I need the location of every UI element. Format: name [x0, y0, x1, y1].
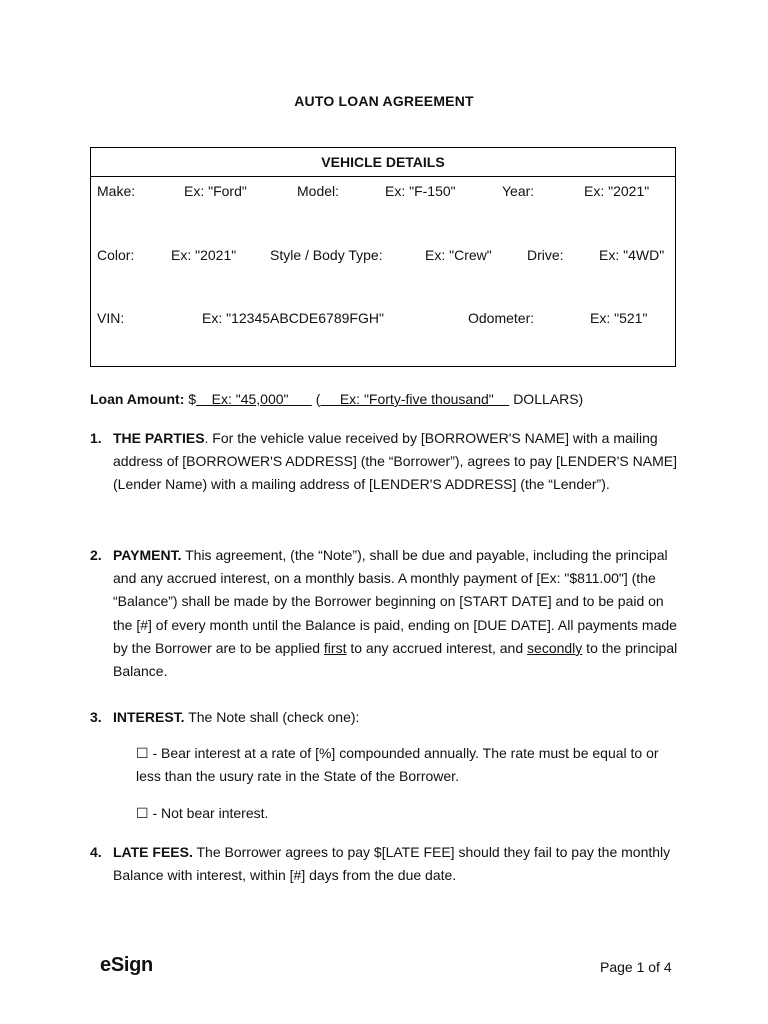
section-number: 2. — [90, 547, 102, 563]
vin-label: VIN: — [97, 310, 125, 326]
interest-option-bear[interactable]: ☐ - Bear interest at a rate of [%] compounded annually. The rate must be equal to or less than the usury rate in the State of the Borrower. — [136, 745, 659, 785]
vin-value: Ex: "12345ABCDE6789FGH" — [202, 310, 384, 326]
section-number: 3. — [90, 709, 102, 725]
section-heading: THE PARTIES — [113, 430, 205, 446]
color-value: Ex: "2021" — [171, 247, 237, 263]
section-parties — [90, 427, 680, 497]
section-body — [113, 427, 680, 497]
page-number: Page 1 of 4 — [600, 959, 672, 975]
emphasis-secondly: secondly — [527, 639, 583, 656]
loan-dollars-suffix: DOLLARS) — [513, 391, 584, 407]
loan-amount-label: Loan Amount: — [90, 391, 185, 407]
make-label: Make: — [97, 183, 136, 199]
section-body — [113, 544, 680, 683]
emphasis-first: first — [323, 639, 347, 656]
year-value: Ex: "2021" — [584, 183, 650, 199]
odometer-value: Ex: "521" — [590, 310, 648, 326]
loan-amount-field[interactable]: Ex: "45,000" — [196, 391, 312, 407]
section-heading: LATE FEES. — [113, 844, 193, 860]
model-value: Ex: "F-150" — [385, 183, 456, 199]
section-body — [113, 841, 680, 887]
esign-logo: eSign — [100, 954, 153, 976]
section-text: to any accrued interest, and — [346, 639, 528, 656]
section-number: 1. — [90, 430, 102, 446]
odometer-label: Odometer: — [468, 310, 535, 326]
loan-currency: $ — [188, 391, 197, 407]
section-heading: INTEREST. — [113, 709, 185, 725]
loan-amount-line — [90, 391, 583, 407]
section-text: The Borrower agrees to pay $[LATE FEE] should they fail to pay the monthly Balance with interest, within [#] days from the due date. — [113, 844, 671, 884]
section-text: to the principal Balance. — [113, 639, 678, 680]
color-label: Color: — [97, 247, 135, 263]
document-title: AUTO LOAN AGREEMENT — [294, 93, 474, 109]
section-text: This agreement, (the “Note”), shall be due and payable, including the principal and any accrued interest, on a monthly basis. A monthly payment of [Ex: "$811.00"] (the “Balance”) shall be made by the Borrower beginning on [START DATE] and to be paid on the [#] of every month until the Balance is paid, ending on [DUE DATE]. All payments made by the Borrower are to be applied — [113, 547, 677, 656]
section-number: 4. — [90, 844, 102, 860]
vehicle-details-table — [90, 147, 676, 367]
interest-option-not-bear[interactable]: ☐ - Not bear interest. — [136, 805, 269, 821]
section-late-fees — [90, 841, 680, 887]
section-text: . For the vehicle value received by [BORROWER'S NAME] with a mailing address of [BORROWER'S ADDRESS] (the “Borrower”), agrees to pay [LENDER'S NAME] (Lender Name) with a mailing address of [LENDER'S ADDRESS] (the “Lender”). — [113, 430, 677, 493]
drive-label: Drive: — [527, 247, 564, 263]
loan-amount-words-field[interactable]: Ex: "Forty-five thousand" — [320, 391, 510, 407]
style-label: Style / Body Type: — [270, 247, 383, 263]
vehicle-details-heading: VEHICLE DETAILS — [91, 148, 675, 177]
section-interest — [90, 706, 680, 729]
drive-value: Ex: "4WD" — [599, 247, 665, 263]
make-value: Ex: "Ford" — [184, 183, 247, 199]
year-label: Year: — [502, 183, 535, 199]
section-payment — [90, 544, 680, 683]
section-heading: PAYMENT. — [113, 547, 182, 563]
loan-open-paren: ( — [315, 391, 321, 407]
section-text: The Note shall (check one): — [184, 709, 360, 725]
style-value: Ex: "Crew" — [425, 247, 492, 263]
section-body — [113, 706, 680, 729]
model-label: Model: — [297, 183, 340, 199]
